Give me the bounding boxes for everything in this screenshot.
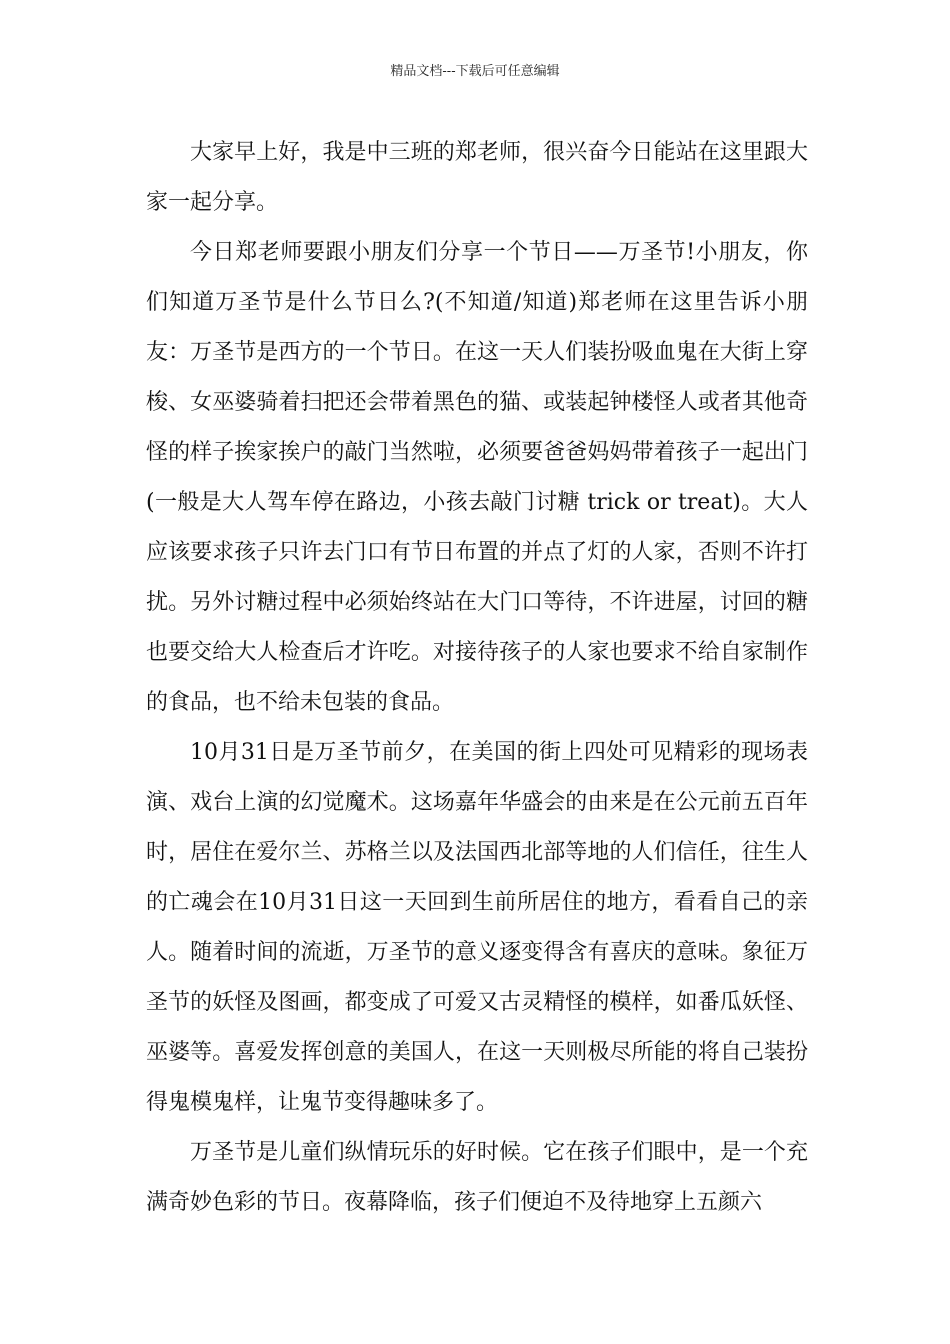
paragraph-halloween-origin: 10月31日是万圣节前夕，在美国的街上四处可见精彩的现场表演、戏台上演的幻觉魔术。这场嘉年华盛会的由来是在公元前五百年时，居住在爱尔兰、苏格兰以及法国西北部等地的人们信任，往生人的亡魂会在10月31日这一天回到生前所居住的地方，看看自己的亲人。随着时间的流逝，万圣节的意义逐变得含有喜庆的意味。象征万圣节的妖怪及图画，都变成了可爱又古灵精怪的模样，如番瓜妖怪、巫婆等。喜爱发挥创意的美国人，在这一天则极尽所能的将自己装扮得鬼模鬼样，让鬼节变得趣味多了。 bbox=[146, 740, 808, 1115]
paragraph-children-fun: 万圣节是儿童们纵情玩乐的好时候。它在孩子们眼中，是一个充满奇妙色彩的节日。夜幕降临，孩子们便迫不及待地穿上五颜六 bbox=[146, 1140, 808, 1215]
paragraph-halloween-intro: 今日郑老师要跟小朋友们分享一个节日——万圣节!小朋友，你们知道万圣节是什么节日么?(不知道/知道)郑老师在这里告诉小朋友：万圣节是西方的一个节日。在这一天人们装扮吸血鬼在大街上穿梭、女巫婆骑着扫把还会带着黑色的猫、或装起钟楼怪人或者其他奇怪的样子挨家挨户的敲门当然啦，必须要爸爸妈妈带着孩子一起出门(一般是大人驾车停在路边，小孩去敲门讨糖 trick or treat)。大人应该要求孩子只许去门口有节日布置的并点了灯的人家，否则不许打扰。另外讨糖过程中必须始终站在大门口等待，不许进屋，讨回的糖也要交给大人检查后才许吃。对接待孩子的人家也要求不给自家制作的食品，也不给未包装的食品。 bbox=[146, 240, 808, 715]
document-body bbox=[146, 128, 808, 1228]
page-header: 精品文档---下载后可任意编辑 bbox=[390, 64, 560, 79]
paragraph-greeting: 大家早上好，我是中三班的郑老师，很兴奋今日能站在这里跟大家一起分享。 bbox=[146, 140, 808, 215]
